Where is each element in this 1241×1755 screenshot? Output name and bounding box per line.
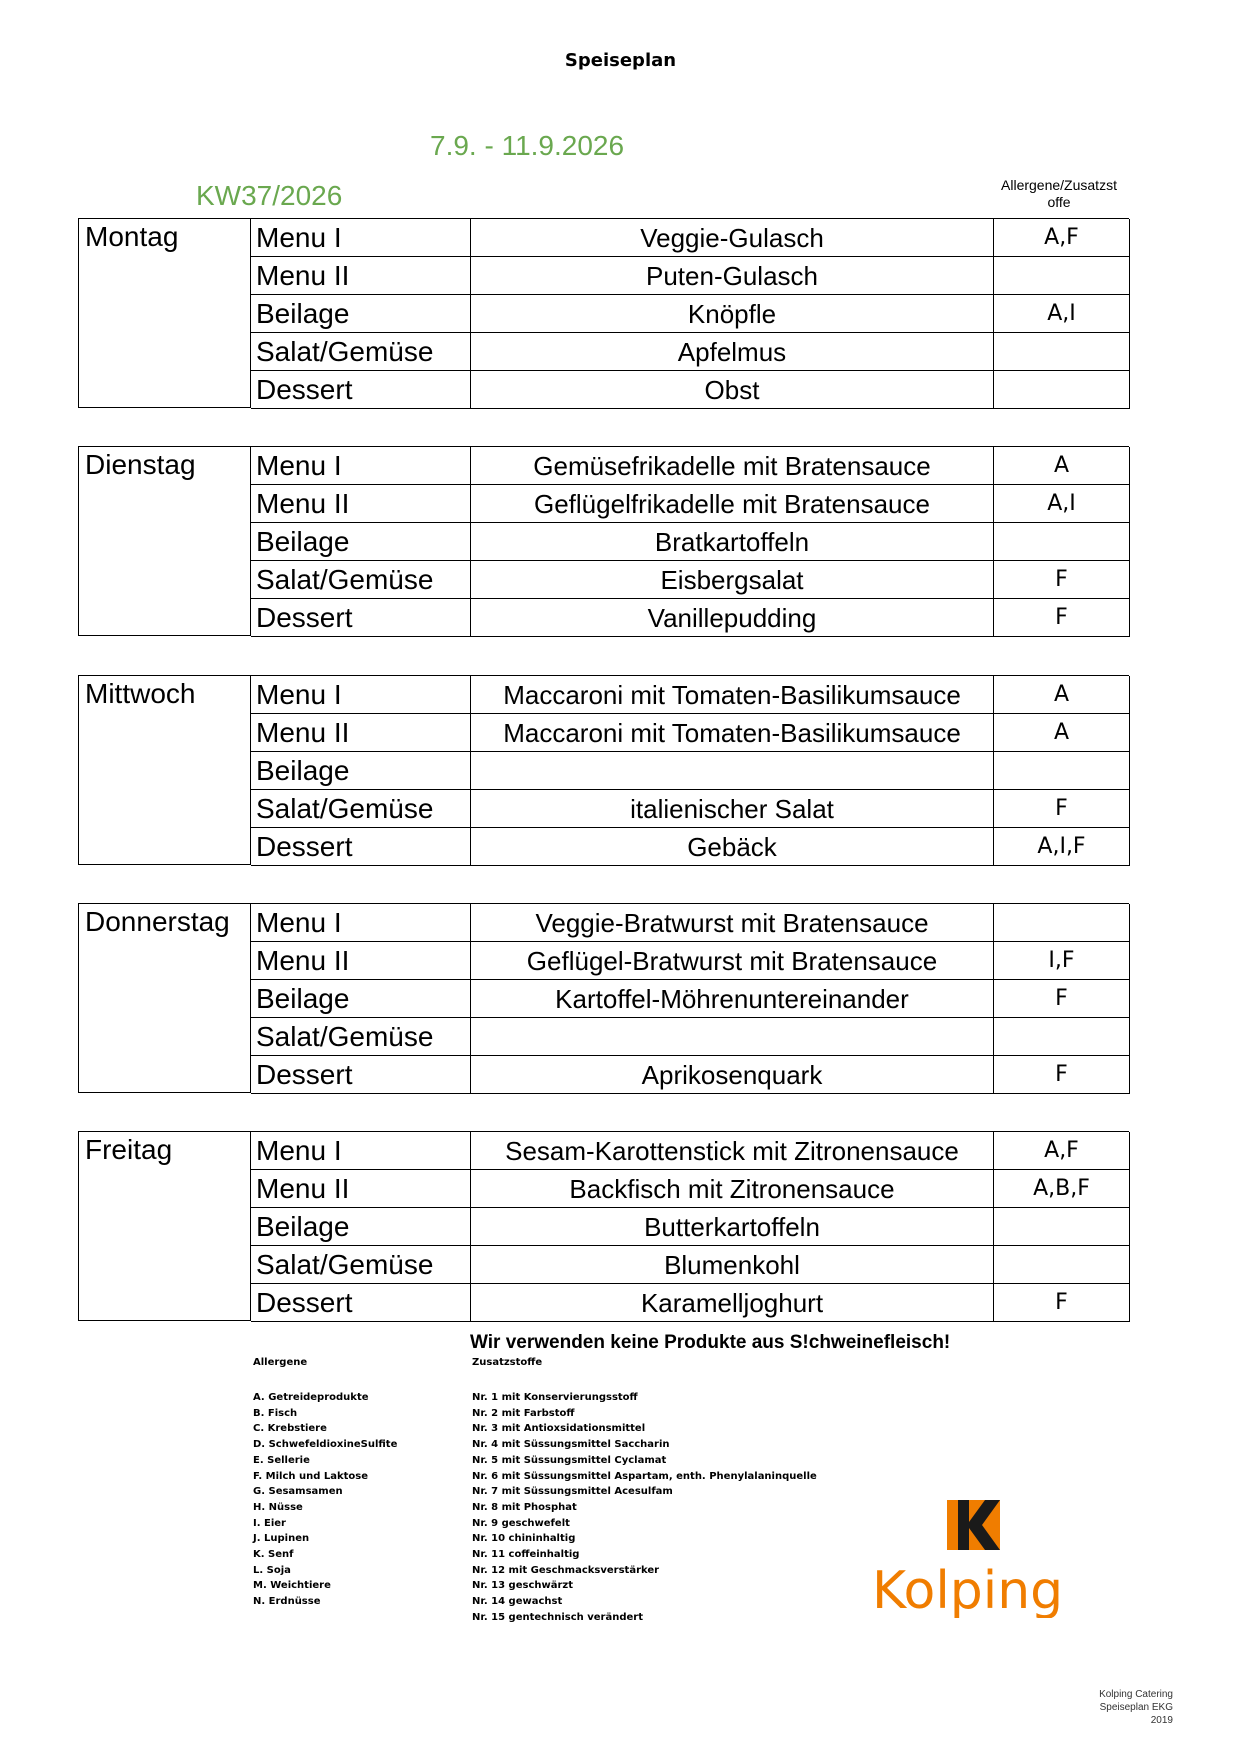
menu-category: Dessert [251,828,471,866]
menu-row [251,371,1130,409]
allergen-codes [994,752,1130,790]
additive-item: Nr. 9 geschwefelt [472,1517,570,1529]
allergen-codes: A,I [994,485,1130,523]
day-block-mittwoch [78,675,1129,865]
menu-category: Menu II [251,257,471,295]
menu-row [251,942,1130,980]
allergens-title: Allergene [253,1357,308,1368]
additive-item: Nr. 15 gentechnisch verändert [472,1611,644,1623]
day-name: Donnerstag [79,904,251,1093]
allergen-codes: A,F [994,219,1130,257]
kolping-k-logo-icon [872,1500,1092,1618]
menu-row [251,904,1130,942]
kolping-logo [872,1500,1092,1618]
additive-legend [472,1390,817,1626]
allergen-codes: F [994,599,1130,637]
additive-item: Nr. 12 mit Geschmacksverstärker [472,1564,660,1576]
allergen-codes: A [994,447,1130,485]
allergen-item: B. Fisch [253,1407,298,1419]
day-block-freitag [78,1131,1129,1321]
menu-category: Menu II [251,485,471,523]
allergen-item: N. Erdnüsse [253,1596,321,1608]
dish-name: Kartoffel-Möhrenuntereinander [471,980,994,1018]
menu-row [251,714,1130,752]
menu-row [251,1132,1130,1170]
menu-category: Menu I [251,676,471,714]
menu-category: Beilage [251,980,471,1018]
additive-item: Nr. 5 mit Süssungsmittel Cyclamat [472,1454,667,1466]
allergen-item: E. Sellerie [253,1454,310,1466]
menu-row [251,333,1130,371]
allergen-codes: A [994,676,1130,714]
menu-category: Salat/Gemüse [251,1246,471,1284]
dish-name: Backfisch mit Zitronensauce [471,1170,994,1208]
allergen-item: C. Krebstiere [253,1423,327,1435]
dish-name: Obst [471,371,994,409]
logo-text: Kolping [872,1561,1064,1618]
allergen-codes: F [994,1284,1130,1322]
menu-category: Menu I [251,904,471,942]
menu-category: Menu I [251,1132,471,1170]
dish-name: Blumenkohl [471,1246,994,1284]
additive-item: Nr. 1 mit Konservierungsstoff [472,1392,638,1403]
allergen-codes [994,1246,1130,1284]
day-block-montag [78,218,1129,408]
menu-row [251,1246,1130,1284]
dish-name: Veggie-Bratwurst mit Bratensauce [471,904,994,942]
additive-item: Nr. 6 mit Süssungsmittel Aspartam, enth. Phenylalaninquelle [472,1470,817,1482]
additive-item: Nr. 3 mit Antioxsidationsmittel [472,1423,646,1435]
menu-category: Dessert [251,1284,471,1322]
menu-category: Salat/Gemüse [251,561,471,599]
menu-row [251,257,1130,295]
dish-name: Aprikosenquark [471,1056,994,1094]
dish-name: Veggie-Gulasch [471,219,994,257]
menu-row [251,485,1130,523]
menu-category: Salat/Gemüse [251,333,471,371]
menu-category: Beilage [251,752,471,790]
additive-item: Nr. 2 mit Farbstoff [472,1407,575,1419]
allergen-item: D. SchwefeldioxineSulfite [253,1439,398,1451]
menu-row [251,1056,1130,1094]
menu-row [251,295,1130,333]
additives-title: Zusatzstoffe [472,1357,543,1368]
menu-category: Menu I [251,219,471,257]
allergen-codes [994,523,1130,561]
day-name: Mittwoch [79,676,251,865]
allergen-item: K. Senf [253,1549,294,1561]
footer-line-1: Kolping Catering [1099,1689,1173,1700]
day-block-donnerstag [78,903,1129,1093]
menu-row [251,980,1130,1018]
day-name: Montag [79,219,251,408]
allergen-column-header: Allergene/Zusatzst offe [1001,177,1117,210]
allergen-codes: F [994,1056,1130,1094]
date-range: 7.9. - 11.9.2026 [430,130,625,161]
menu-row [251,752,1130,790]
allergen-codes: A,I [994,295,1130,333]
menu-row [251,1284,1130,1322]
dish-name: Maccaroni mit Tomaten-Basilikumsauce [471,676,994,714]
dish-name: Sesam-Karottenstick mit Zitronensauce [471,1132,994,1170]
dish-name: Geflügel-Bratwurst mit Bratensauce [471,942,994,980]
footer-line-3: 2019 [1150,1715,1173,1726]
menu-row [251,828,1130,866]
menu-category: Salat/Gemüse [251,1018,471,1056]
dish-name: Eisbergsalat [471,561,994,599]
dish-name: Knöpfle [471,295,994,333]
page-title: Speiseplan [564,50,677,71]
allergen-item: A. Getreideprodukte [253,1392,369,1403]
menu-category: Beilage [251,295,471,333]
dish-name: Apfelmus [471,333,994,371]
allergen-item: G. Sesamsamen [253,1486,343,1498]
dish-name: Geflügelfrikadelle mit Bratensauce [471,485,994,523]
menu-row [251,1170,1130,1208]
allergen-codes: F [994,561,1130,599]
menu-row [251,1208,1130,1246]
allergen-legend [253,1390,397,1610]
dish-name: Gemüsefrikadelle mit Bratensauce [471,447,994,485]
day-name: Freitag [79,1132,251,1321]
menu-row [251,599,1130,637]
dish-name: Bratkartoffeln [471,523,994,561]
menu-category: Menu II [251,1170,471,1208]
pork-note: Wir verwenden keine Produkte aus S!chweinefleisch! [470,1332,951,1353]
week-number: KW37/2026 [196,180,343,211]
additive-item: Nr. 7 mit Süssungsmittel Acesulfam [472,1486,673,1498]
dish-name: Karamelljoghurt [471,1284,994,1322]
additive-item: Nr. 14 gewachst [472,1596,563,1608]
menu-row [251,561,1130,599]
allergen-codes [994,904,1130,942]
dish-name: italienischer Salat [471,790,994,828]
allergen-codes: F [994,980,1130,1018]
menu-row [251,447,1130,485]
additive-item: Nr. 11 coffeinhaltig [472,1549,580,1561]
allergen-codes: A,B,F [994,1170,1130,1208]
day-block-dienstag [78,446,1129,636]
dish-name [471,752,994,790]
allergen-item: F. Milch und Laktose [253,1470,369,1482]
dish-name: Vanillepudding [471,599,994,637]
menu-category: Salat/Gemüse [251,790,471,828]
menu-category: Dessert [251,371,471,409]
menu-row [251,676,1130,714]
footer [1099,1688,1173,1727]
menu-row [251,1018,1130,1056]
allergen-item: H. Nüsse [253,1501,303,1513]
allergen-codes: A [994,714,1130,752]
dish-name: Gebäck [471,828,994,866]
dish-name: Maccaroni mit Tomaten-Basilikumsauce [471,714,994,752]
allergen-codes: F [994,790,1130,828]
menu-category: Menu II [251,714,471,752]
allergen-codes: A,I,F [994,828,1130,866]
additive-item: Nr. 4 mit Süssungsmittel Saccharin [472,1439,670,1451]
day-name: Dienstag [79,447,251,636]
additive-item: Nr. 10 chininhaltig [472,1533,576,1545]
dish-name: Butterkartoffeln [471,1208,994,1246]
menu-row [251,523,1130,561]
dish-name [471,1018,994,1056]
menu-row [251,219,1130,257]
footer-line-2: Speiseplan EKG [1099,1702,1173,1713]
dish-name: Puten-Gulasch [471,257,994,295]
allergen-item: J. Lupinen [253,1533,310,1545]
allergen-codes [994,371,1130,409]
allergen-codes: I,F [994,942,1130,980]
additive-item: Nr. 13 geschwärzt [472,1580,574,1592]
allergen-codes [994,1208,1130,1246]
allergen-codes: A,F [994,1132,1130,1170]
allergen-item: M. Weichtiere [253,1580,331,1592]
menu-category: Menu II [251,942,471,980]
allergen-item: L. Soja [253,1564,291,1576]
menu-category: Beilage [251,1208,471,1246]
additive-item: Nr. 8 mit Phosphat [472,1501,577,1513]
allergen-codes [994,333,1130,371]
allergen-codes [994,257,1130,295]
menu-category: Dessert [251,1056,471,1094]
allergen-codes [994,1018,1130,1056]
menu-category: Menu I [251,447,471,485]
allergen-item: I. Eier [253,1517,286,1529]
menu-row [251,790,1130,828]
menu-category: Beilage [251,523,471,561]
menu-category: Dessert [251,599,471,637]
